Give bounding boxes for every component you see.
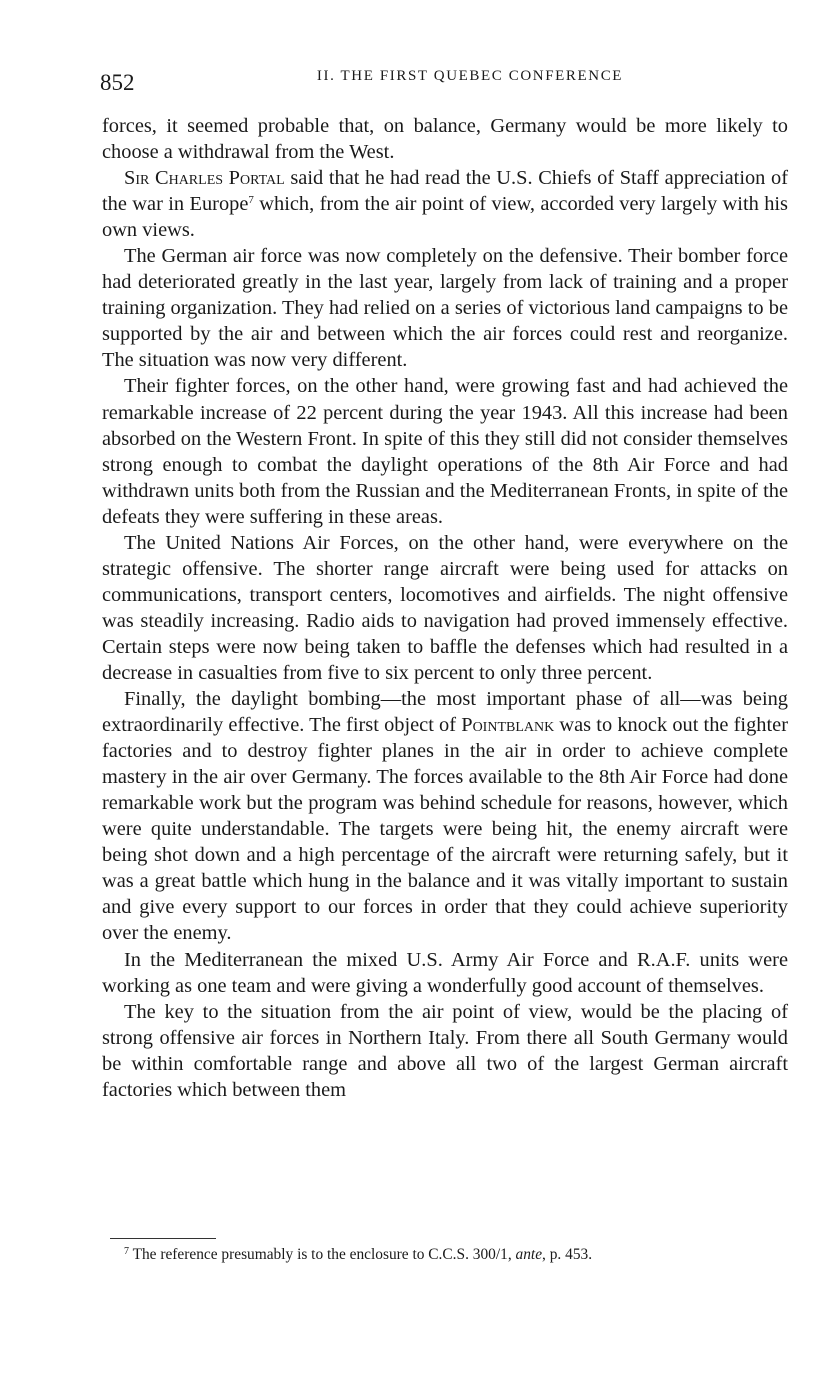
speaker-name: Sir Charles Portal (124, 167, 285, 190)
code-name: Pointblank (461, 714, 555, 737)
paragraph-text: said that he had read the U.S. Chiefs of Staff appreciation of the war in Europe (102, 167, 788, 216)
page-number: 852 (100, 70, 135, 95)
paragraph-text: which, from the air point of view, accorded very largely with his own views. (102, 193, 788, 242)
paragraph: Their fighter forces, on the other hand, were growing fast and had achieved the remarkable increase of 22 percent during the year 1943. All this increase had been absorbed on the Western Front. In spite of this they still did not consider themselves strong enough to combat the daylight operations of the 8th Air Force and had withdrawn units both from the Russian and the Mediterranean Fronts, in spite of the defeats they were suffering in these areas. (102, 375, 788, 528)
page-header (100, 68, 786, 96)
paragraph: forces, it seemed probable that, on balance, Germany would be more likely to choose a withdrawal from the West. (102, 115, 788, 164)
paragraph: In the Mediterranean the mixed U.S. Army Air Force and R.A.F. units were working as one team and were giving a wonderfully good account of themselves. (102, 948, 788, 997)
footnote-text: The reference presumably is to the enclosure to C.C.S. 300/1, (129, 1246, 516, 1263)
paragraph: The German air force was now completely on the defensive. Their bomber force had deteriorated greatly in the last year, largely from lack of training and a proper training organization. They had relied on a series of victorious land campaigns to be supported by the air and between which the air forces could rest and reorganize. The situation was now very different. (102, 245, 788, 372)
footnote-number: 7 (124, 1246, 129, 1257)
paragraph-text: was to knock out the fighter factories and to destroy fighter planes in the air in order to achieve complete mastery in the air over Germany. The forces available to the 8th Air Force had done remarkable work but the program was behind schedule for reasons, however, which were quite understandable. The targets were being hit, the enemy aircraft were being shot down and a high percentage of the aircraft were returning safely, but it was a great battle which hung in the balance and it was vitally important to sustain and give every support to our forces in order that they could achieve superiority over the enemy. (102, 714, 788, 945)
paragraph: The key to the situation from the air point of view, would be the placing of strong offensive air forces in Northern Italy. From there all South Germany would be within comfortable range and above all two of the largest German aircraft factories which between them (102, 1000, 788, 1101)
footnote-reference: 7 (248, 194, 254, 207)
footnote-text: , p. 453. (542, 1246, 593, 1263)
paragraph-text: Finally, the daylight bombing—the most important phase of all—was being extraordinarily effective. The first object of (102, 688, 788, 737)
footnote-italic: ante (515, 1246, 543, 1263)
running-title: II. THE FIRST QUEBEC CONFERENCE (316, 68, 624, 84)
paragraph (102, 165, 788, 243)
paragraph: The United Nations Air Forces, on the other hand, were everywhere on the strategic offensive. The shorter range aircraft were being used for attacks on communications, transport centers, locomotives and airfields. The night offensive was steadily increasing. Radio aids to navigation had proved immensely effective. Certain steps were now being taken to baffle the defenses which had resulted in a decrease in casualties from five to six percent to only three percent. (102, 531, 788, 684)
footnote (124, 1245, 784, 1265)
footnote-divider (110, 1238, 216, 1239)
paragraph (102, 686, 788, 946)
body-text (102, 113, 788, 1103)
